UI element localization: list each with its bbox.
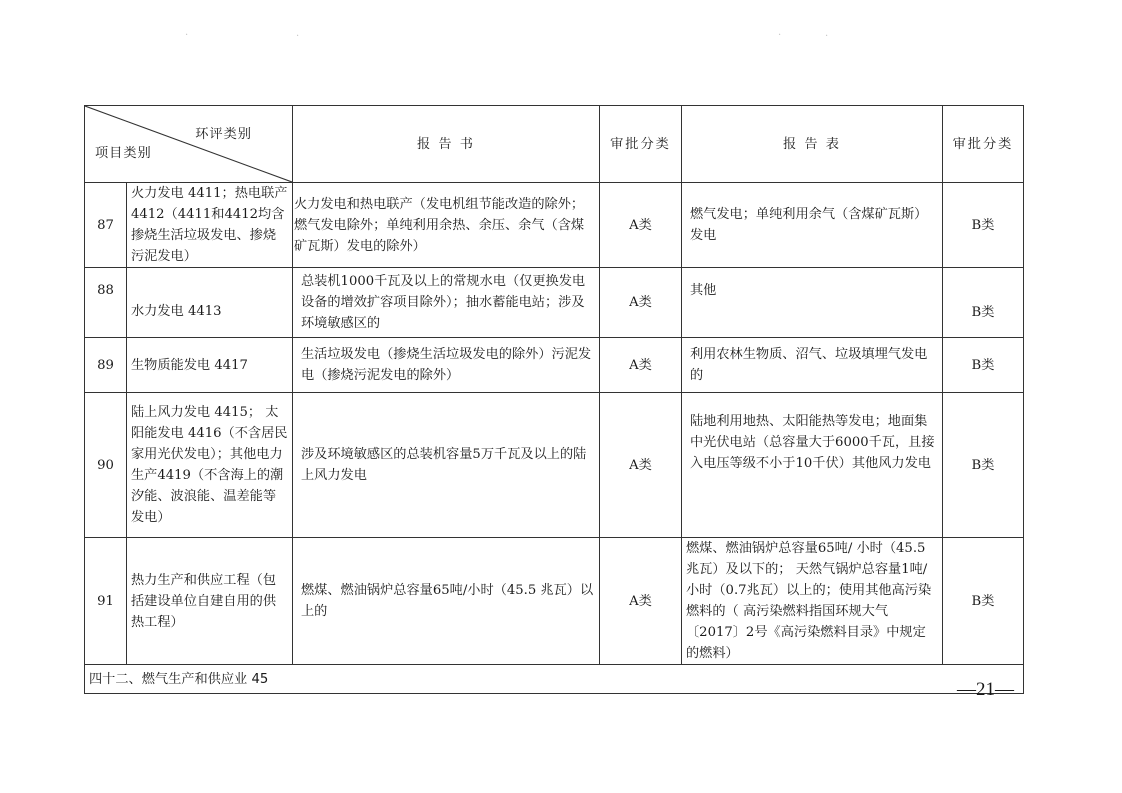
header-approval-2: 审批分类 bbox=[943, 106, 1024, 183]
project-category: 陆上风力发电 4415； 太阳能发电 4416（不含居民家用光伏发电）；其他电力生产4419（不含海上的潮汐能、波浪能、温差能等发电） bbox=[127, 393, 293, 538]
section-heading: 四十二、燃气生产和供应业 45 bbox=[85, 665, 1024, 694]
scan-mark: · bbox=[185, 30, 189, 41]
approval-class: A类 bbox=[600, 538, 682, 665]
table-row bbox=[85, 538, 1024, 665]
approval-class: A类 bbox=[600, 268, 682, 338]
approval-class-2: B类 bbox=[943, 538, 1024, 665]
approval-class: A类 bbox=[600, 338, 682, 393]
approval-class-2: B类 bbox=[943, 338, 1024, 393]
approval-class-2: B类 bbox=[943, 393, 1024, 538]
form-criteria: 其他 bbox=[682, 268, 943, 338]
row-number: 89 bbox=[85, 338, 127, 393]
table-row bbox=[85, 338, 1024, 393]
header-project-category: 项目类别 bbox=[95, 146, 152, 161]
report-criteria: 涉及环境敏感区的总装机容量5万千瓦及以上的陆上风力发电 bbox=[293, 393, 600, 538]
approval-class-2: B类 bbox=[943, 183, 1024, 268]
table-row bbox=[85, 268, 1024, 338]
form-criteria: 利用农林生物质、沼气、垃圾填埋气发电的 bbox=[682, 338, 943, 393]
classification-table bbox=[84, 105, 1024, 694]
scan-mark: · bbox=[825, 31, 829, 42]
table-row bbox=[85, 183, 1024, 268]
page-number: —21— bbox=[957, 679, 1014, 700]
report-criteria: 总装机1000千瓦及以上的常规水电（仅更换发电设备的增效扩容项目除外）；抽水蓄能电站；涉及环境敏感区的 bbox=[293, 268, 600, 338]
table-header-row bbox=[85, 106, 1024, 183]
header-approval: 审批分类 bbox=[600, 106, 682, 183]
row-number: 90 bbox=[85, 393, 127, 538]
row-number: 87 bbox=[85, 183, 127, 268]
project-category: 火力发电 4411；热电联产 4412（4411和4412均含掺烧生活垃圾发电、掺烧污泥发电） bbox=[127, 183, 293, 268]
header-form: 报 告 表 bbox=[682, 106, 943, 183]
report-criteria: 火力发电和热电联产（发电机组节能改造的除外；燃气发电除外；单纯利用余热、余压、余气（含煤矿瓦斯）发电的除外） bbox=[293, 183, 600, 268]
header-report: 报 告 书 bbox=[293, 106, 600, 183]
header-env-category: 环评类别 bbox=[195, 127, 252, 142]
project-category: 热力生产和供应工程（包括建设单位自建自用的供热工程） bbox=[127, 538, 293, 665]
project-category: 水力发电 4413 bbox=[127, 268, 293, 338]
project-category: 生物质能发电 4417 bbox=[127, 338, 293, 393]
table-row bbox=[85, 393, 1024, 538]
report-criteria: 生活垃圾发电（掺烧生活垃圾发电的除外）污泥发电（掺烧污泥发电的除外） bbox=[293, 338, 600, 393]
scan-mark: · bbox=[778, 30, 782, 41]
approval-class-2: B类 bbox=[943, 268, 1024, 338]
row-number: 88 bbox=[85, 268, 127, 338]
approval-class: A类 bbox=[600, 393, 682, 538]
form-criteria: 陆地利用地热、太阳能热等发电；地面集中光伏电站（总容量大于6000千瓦，且接入电压等级不小于10千伏）其他风力发电 bbox=[682, 393, 943, 538]
diagonal-header-cell bbox=[85, 106, 293, 183]
row-number: 91 bbox=[85, 538, 127, 665]
report-criteria: 燃煤、燃油锅炉总容量65吨/小时（45.5 兆瓦）以上的 bbox=[293, 538, 600, 665]
section-heading-row bbox=[85, 665, 1024, 694]
approval-class: A类 bbox=[600, 183, 682, 268]
scan-mark: · bbox=[296, 31, 300, 42]
form-criteria: 燃气发电；单纯利用余气（含煤矿瓦斯）发电 bbox=[682, 183, 943, 268]
form-criteria: 燃煤、燃油锅炉总容量65吨/ 小时（45.5兆瓦）及以下的； 天然气锅炉总容量1吨/小时（0.7兆瓦）以上的；使用其他高污染燃料的（ 高污染燃料指国环规大气〔2017〕2号《高污染燃料目录》中规定的燃料） bbox=[682, 538, 943, 665]
